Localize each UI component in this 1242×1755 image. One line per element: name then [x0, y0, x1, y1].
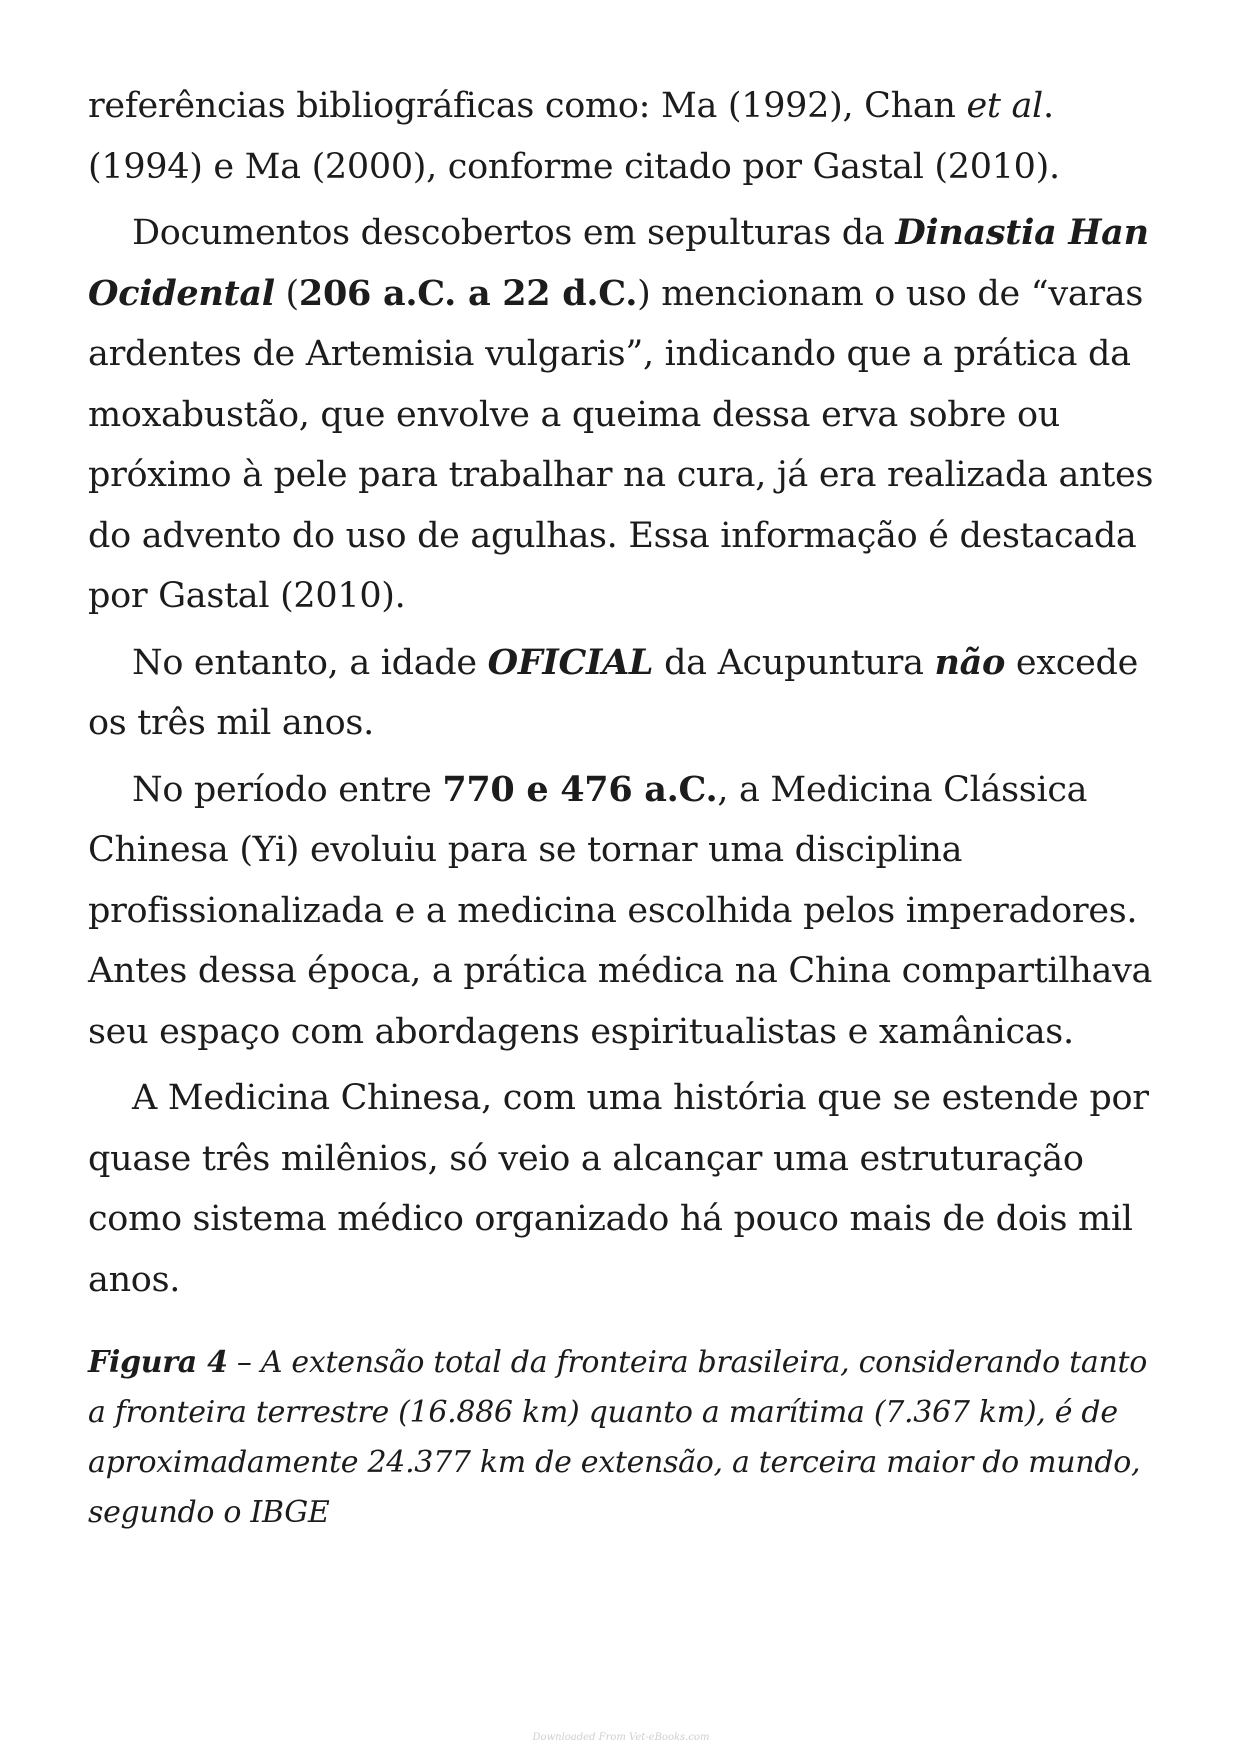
bold-italic-text: OFICIAL [487, 641, 654, 683]
text-segment: excede os três mil anos. [88, 642, 1139, 743]
text-segment: da Acupuntura [653, 642, 935, 683]
figure-caption [88, 1338, 1163, 1538]
paragraph-chinese-medicine [88, 1068, 1168, 1310]
footer-watermark: Downloaded From Vet-eBooks.com [532, 1732, 710, 1743]
bold-text: 206 a.C. a 22 d.C. [298, 272, 638, 314]
text-segment: Documentos descobertos em sepulturas da [132, 213, 896, 253]
text-segment: No período entre [132, 769, 443, 810]
bold-italic-text: não [934, 641, 1006, 683]
text-segment: ) mencionam o uso de “varas ardentes de Artemisia vulgaris”, indicando que a prática da moxabustão, que envolve a queima dessa erva sobre ou próximo à pele para trabalhar na cura, já era realizada antes do advento do uso de agulhas. Essa informação é destacada por Gastal (2010). [88, 273, 1154, 616]
figure-caption-text: – A extensão total da fronteira brasileira, considerando tanto a fronteira terrestre (16.886 km) quanto a marítima (7.367 km), é de aproximadamente 24.377 km de extensão, a terceira maior do mundo, segundo o IBGE [88, 1345, 1148, 1530]
text-segment: A Medicina Chinesa, com uma história que se estende por quase três milênios, só veio a alcançar uma estruturação como sistema médico organizado há pouco mais de dois mil anos. [88, 1078, 1149, 1300]
paragraph-references [88, 76, 1168, 197]
text-segment: . (1994) e Ma (2000), conforme citado por Gastal (2010). [88, 86, 1060, 187]
paragraph-han-dynasty [88, 203, 1168, 627]
text-segment: , a Medicina Clássica Chinesa (Yi) evoluiu para se tornar uma disciplina profissionalizada e a medicina escolhida pelos imperadores. Antes dessa época, a prática médica na China compartilhava seu espaço com abordagens espiritualistas e xamânicas. [88, 769, 1153, 1052]
figure-label: Figura 4 [88, 1345, 228, 1380]
paragraph-official-age [88, 633, 1168, 754]
text-segment: No entanto, a idade [132, 642, 488, 683]
document-page [88, 76, 1168, 1538]
text-segment: ( [274, 273, 299, 314]
bold-italic-text: Dinastia Han Ocidental [88, 212, 1149, 314]
text-segment: referências bibliográficas como: Ma (1992), Chan [88, 86, 967, 126]
bold-text: 770 e 476 a.C. [442, 768, 718, 810]
paragraph-classical-medicine [88, 760, 1168, 1063]
italic-text: et al [966, 86, 1043, 126]
